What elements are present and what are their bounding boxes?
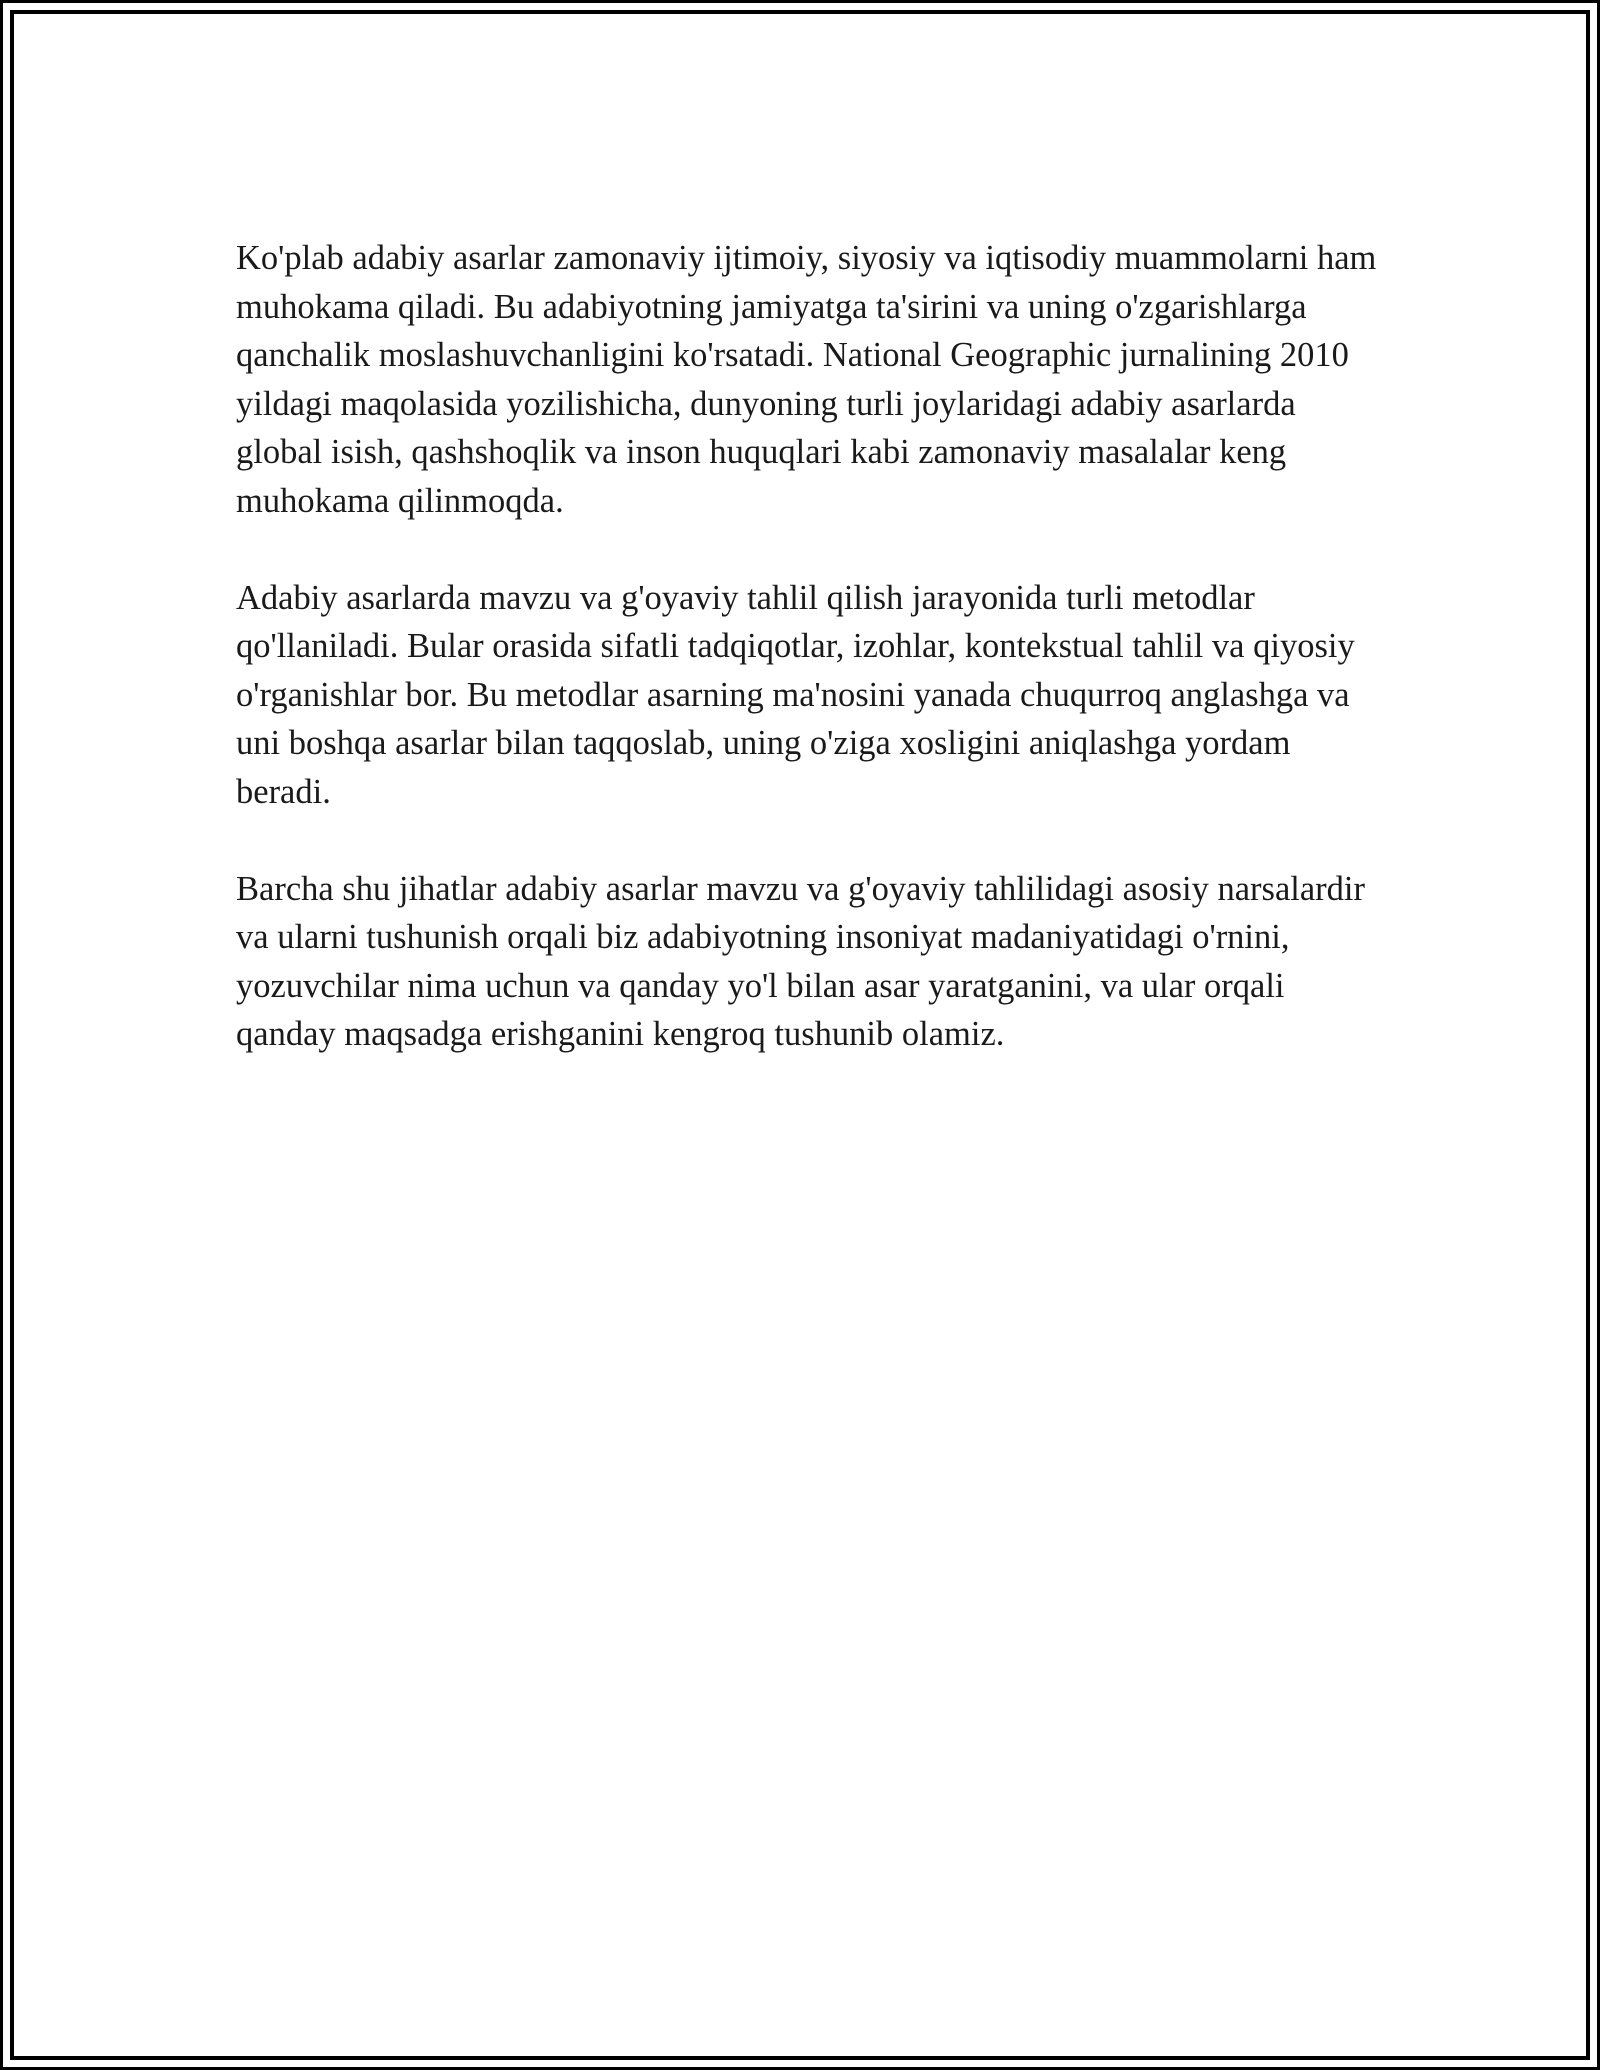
paragraph-3: Barcha shu jihatlar adabiy asarlar mavzu va g'oyaviy tahlilidagi asosiy narsalardir va ularni tushunish orqali biz adabiyotning insoniyat madaniyatidagi o'rnini, yozuvchilar nima uchun va qanday yo'l bilan asar yaratganini, va ular orqali qanday maqsadga erishganini kengroq tushunib olamiz. <box>236 869 1365 1053</box>
paragraph-1: Ko'plab adabiy asarlar zamonaviy ijtimoiy, siyosiy va iqtisodiy muammolarni ham muhokama qiladi. Bu adabiyotning jamiyatga ta'sirini va uning o'zgarishlarga qanchalik moslashuvchanligini ko'rsatadi. National Geographic jurnalining 2010 yildagi maqolasida yozilishicha, dunyoning turli joylaridagi adabiy asarlarda global isish, qashshoqlik va inson huquqlari kabi zamonaviy masalalar keng muhokama qilinmoqda. <box>236 239 1377 520</box>
paragraph-2: Adabiy asarlarda mavzu va g'oyaviy tahlil qilish jarayonida turli metodlar qo'llaniladi. Bular orasida sifatli tadqiqotlar, izohlar, kontekstual tahlil va qiyosiy o'rganishlar bor. Bu metodlar asarning ma'nosini yanada chuqurroq anglashga va uni boshqa asarlar bilan taqqoslab, uning o'ziga xosligini aniqlashga yordam beradi. <box>236 578 1355 811</box>
document-body <box>236 234 1386 1107</box>
